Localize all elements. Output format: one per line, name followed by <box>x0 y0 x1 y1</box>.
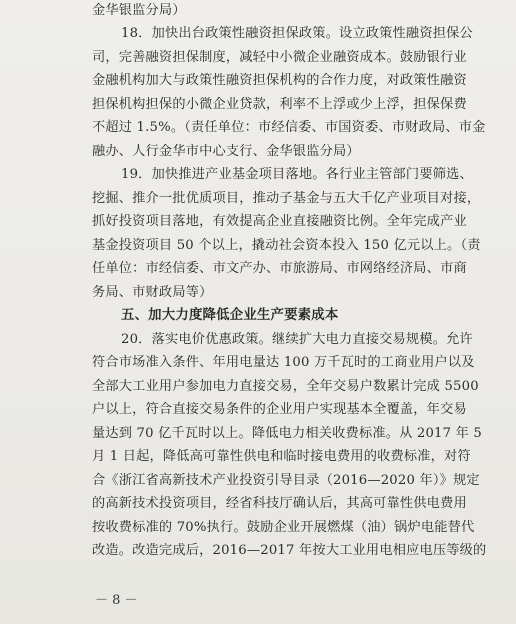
text-line: 任单位：市经信委、市文产办、市旅游局、市网络经济局、市商 <box>92 261 467 276</box>
text-line: 担保机构担保的小微企业贷款，利率不上浮或少上浮，担保保费 <box>92 97 467 112</box>
text-line: 融办、人行金华市中心支行、金华银监分局） <box>92 144 360 159</box>
text-line: 19．加快推进产业基金项目落地。各行业主管部门要筛选、 <box>121 167 473 182</box>
text-line: 司，完善融资担保制度，减轻中小微企业融资成本。鼓励银行业 <box>92 50 467 65</box>
text-line: 抓好投资项目落地，有效提高企业直接融资比例。全年完成产业 <box>92 214 467 229</box>
text-line: 挖掘、推介一批优质项目，推动子基金与五大千亿产业项目对接， <box>92 191 481 206</box>
text-line: 改造。改造完成后，2016—2017 年按大工业用电相应电压等级的 <box>92 543 487 558</box>
text-line: 金华银监分局） <box>92 3 186 18</box>
page-number: － 8 － <box>95 593 138 608</box>
text-line: 符合市场准入条件、年用电量达 100 万千瓦时的工商业用户以及 <box>92 355 475 370</box>
text-line: 全部大工业用户参加电力直接交易，全年交易户数累计完成 5500 <box>92 379 479 394</box>
text-line: 量达到 70 亿千瓦时以上。降低电力相关收费标准。从 2017 年 5 <box>92 426 483 441</box>
text-line: 月 1 日起，降低高可靠性供电和临时接电费用的收费标准，对符 <box>92 449 471 464</box>
text-line: 18．加快出台政策性融资担保政策。设立政策性融资担保公 <box>121 26 473 41</box>
text-line: 务局、市财政局等） <box>92 285 213 300</box>
section-heading: 五、加大力度降低企业生产要素成本 <box>121 308 339 323</box>
text-line: 不超过 1.5%。（责任单位：市经信委、市国资委、市财政局、市金 <box>92 120 486 135</box>
text-line: 金融机构加大与政策性融资担保机构的合作力度，对政策性融资 <box>92 73 467 88</box>
text-line: 20．落实电价优惠政策。继续扩大电力直接交易规模。允许 <box>121 332 473 347</box>
text-line: 的高新技术投资项目，经省科技厅确认后，其高可靠性供电费用 <box>92 496 467 511</box>
text-line: 户以上，符合直接交易条件的企业用户实现基本全覆盖，年交易 <box>92 402 467 417</box>
text-line: 按收费标准的 70%执行。鼓励企业开展燃煤（油）锅炉电能替代 <box>92 520 475 535</box>
text-line: 合《浙江省高新技术产业投资引导目录（2016—2020 年）》规定 <box>92 473 480 488</box>
text-line: 基金投资项目 50 个以上，撬动社会资本投入 150 亿元以上。（责 <box>92 238 481 253</box>
